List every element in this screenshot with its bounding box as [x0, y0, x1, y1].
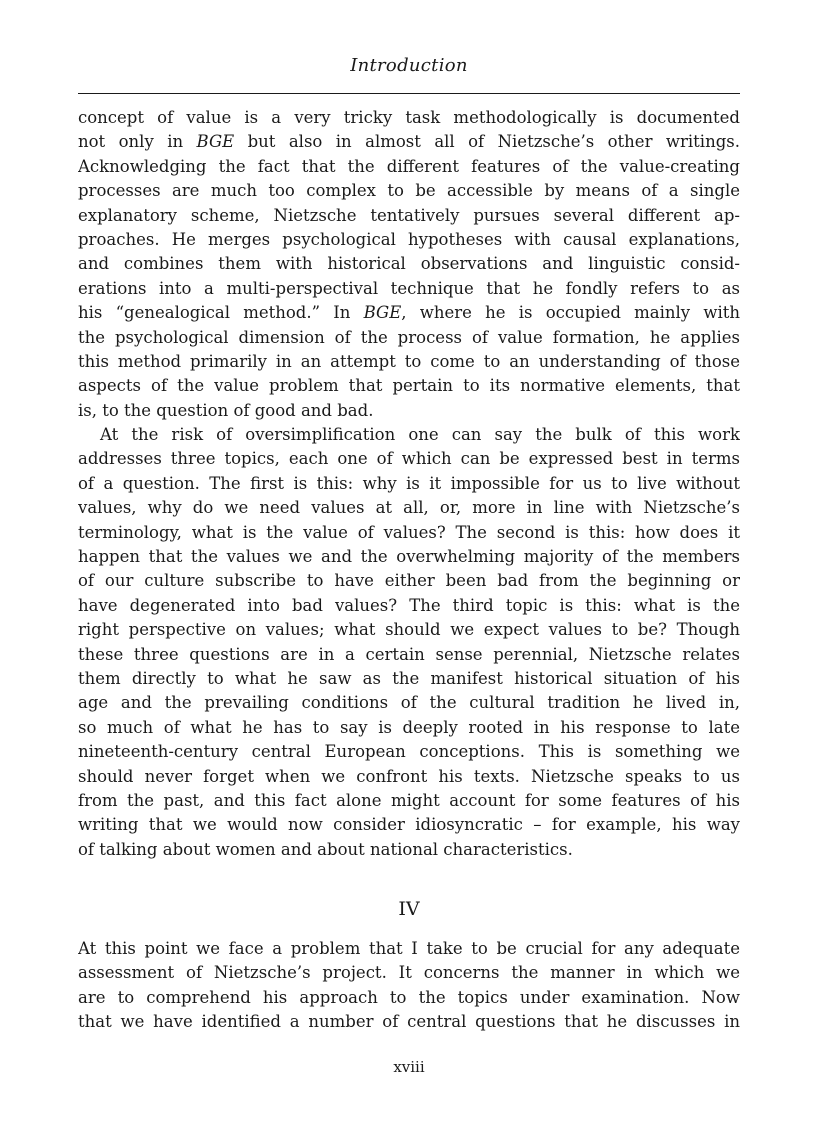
text-line: have degenerated into bad values? The third topic is this: what is the [78, 595, 740, 615]
text-line: addresses three topics, each one of which can be expressed best in terms [78, 449, 740, 469]
running-head: Introduction [350, 55, 468, 76]
text-line: this method primarily in an attempt to come to an understanding of those [78, 351, 740, 371]
page-number: xviii [393, 1058, 425, 1076]
book-title-abbrev: BGE [196, 132, 235, 152]
text-line: is, to the question of good and bad. [78, 400, 374, 420]
text-line: the psychological dimension of the process of value formation, he applies [78, 327, 740, 347]
text-line: his “genealogical method.” In BGE, where he is occupied mainly with [78, 303, 740, 323]
text-line: happen that the values we and the overwhelming majority of the members [78, 547, 740, 567]
header-rule [78, 93, 740, 94]
text-line: concept of value is a very tricky task methodologically is documented [78, 108, 740, 127]
text-line: these three questions are in a certain sense perennial, Nietzsche relates [78, 644, 740, 664]
text-line: proaches. He merges psychological hypotheses with causal explanations, [78, 229, 740, 249]
text-line: Acknowledging the fact that the different features of the value-creating [78, 156, 740, 176]
text-line: writing that we would now consider idiosyncratic – for example, his way [78, 815, 740, 835]
body-text-block-1 [78, 106, 740, 862]
text-line: aspects of the value problem that pertain to its normative elements, that [78, 376, 740, 396]
text-line: not only in BGE but also in almost all of Nietzsche’s other writings. [78, 132, 740, 152]
book-title-abbrev: BGE [363, 303, 402, 323]
body-text-block-2 [78, 937, 740, 1035]
text-line: nineteenth-century central European conceptions. This is something we [78, 742, 740, 762]
text-line: explanatory scheme, Nietzsche tentatively pursues several different ap- [78, 205, 740, 225]
text-line: and combines them with historical observations and linguistic consid- [78, 254, 740, 274]
text-line: age and the prevailing conditions of the cultural tradition he lived in, [78, 693, 740, 713]
text-line: terminology, what is the value of values? The second is this: how does it [78, 522, 740, 542]
text-line: processes are much too complex to be accessible by means of a single [78, 181, 740, 201]
text-line: should never forget when we confront his texts. Nietzsche speaks to us [78, 766, 740, 786]
text-line: of a question. The first is this: why is it impossible for us to live without [78, 473, 740, 493]
text-line: At the risk of oversimplification one can say the bulk of this work [100, 425, 740, 445]
text-line: them directly to what he saw as the manifest historical situation of his [78, 668, 740, 688]
text-line: values, why do we need values at all, or, more in line with Nietzsche’s [78, 498, 740, 518]
text-line: are to comprehend his approach to the topics under examination. Now [78, 987, 740, 1007]
text-line: assessment of Nietzsche’s project. It concerns the manner in which we [78, 963, 740, 983]
section-heading: IV [398, 898, 420, 920]
text-line: from the past, and this fact alone might account for some features of his [78, 790, 740, 810]
text-line: erations into a multi-perspectival technique that he fondly refers to as [78, 278, 740, 298]
text-line: so much of what he has to say is deeply rooted in his response to late [78, 717, 740, 737]
text-line: right perspective on values; what should we expect values to be? Though [78, 620, 740, 640]
text-line: of our culture subscribe to have either been bad from the beginning or [78, 571, 740, 591]
text-line: At this point we face a problem that I take to be crucial for any adequate [78, 939, 740, 958]
text-line: of talking about women and about national characteristics. [78, 839, 573, 859]
text-line: that we have identified a number of central questions that he discusses in [78, 1012, 740, 1032]
